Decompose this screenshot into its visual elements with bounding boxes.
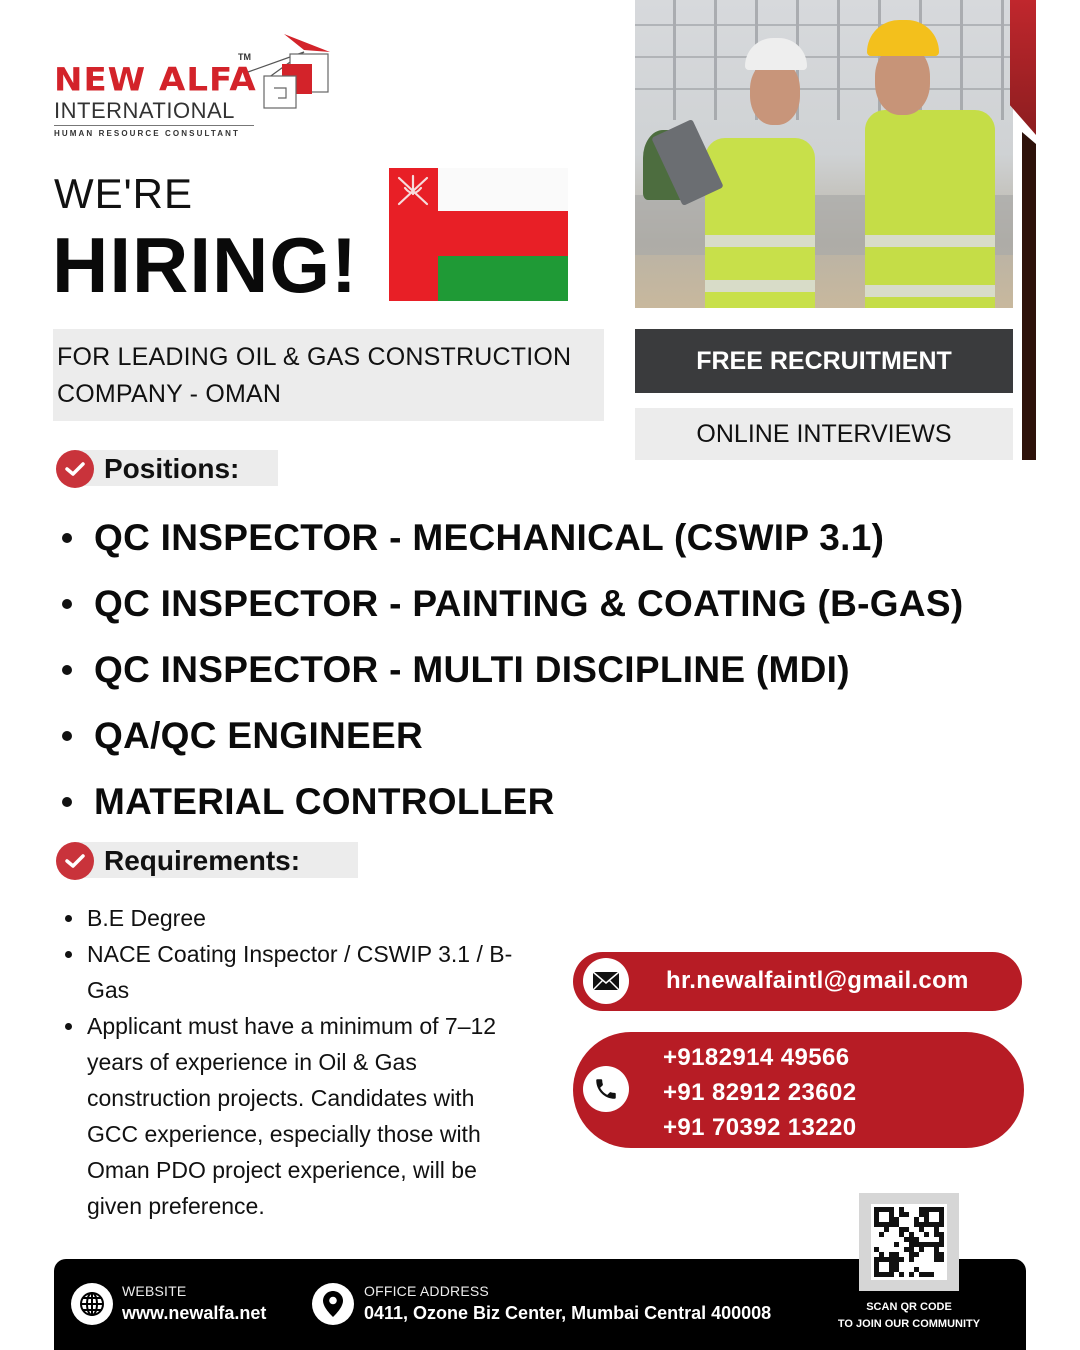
phone-contact [573,1032,1024,1148]
logo-tagline: HUMAN RESOURCE CONSULTANT [54,129,240,138]
positions-heading [56,450,239,488]
positions-list [62,505,963,835]
company-description [53,329,604,421]
headline-were: WE'RE [54,170,194,217]
office-address: 0411, Ozone Biz Center, Mumbai Central 400008 [364,1303,772,1323]
subtitle-line-2: COMPANY - OMAN [57,380,282,408]
oman-flag-icon [389,168,568,301]
requirement-item: Applicant must have a minimum of 7–12 years of experience in Oil & Gas construction projects. Candidates with GCC experience, especially those with Oman PDO project experience, will be given preference. [64,1008,534,1224]
position-item: QC INSPECTOR - MECHANICAL (CSWIP 3.1) [62,505,963,571]
location-pin-icon [312,1283,354,1325]
qr-code[interactable] [859,1193,959,1291]
phone-icon [583,1066,629,1112]
phone-numbers [663,1040,857,1145]
position-item: QC INSPECTOR - PAINTING & COATING (B-GAS) [62,571,963,637]
email-contact[interactable] [573,952,1022,1011]
qr-caption: SCAN QR CODE TO JOIN OUR COMMUNITY [837,1301,981,1330]
decorative-ribbon-bar [1022,132,1036,460]
online-interviews-badge: ONLINE INTERVIEWS [635,408,1013,460]
logo-divider [54,125,254,126]
positions-heading-label: Positions: [104,453,240,484]
position-item: QC INSPECTOR - MULTI DISCIPLINE (MDI) [62,637,963,703]
address-label: OFFICE ADDRESS [364,1283,489,1299]
free-recruitment-badge: FREE RECRUITMENT [635,329,1013,393]
envelope-icon [583,958,629,1004]
position-item: QA/QC ENGINEER [62,703,963,769]
phone-number-2[interactable]: +91 82912 23602 [663,1079,857,1106]
logo-subbrand-text: INTERNATIONAL [54,98,235,123]
position-item: MATERIAL CONTROLLER [62,769,963,835]
headline-hiring: HIRING! [52,221,358,309]
website-link[interactable]: www.newalfa.net [122,1303,267,1323]
email-address[interactable]: hr.newalfaintl@gmail.com [666,967,969,994]
company-logo [52,30,342,145]
website-label: WEBSITE [122,1283,187,1299]
requirements-heading-label: Requirements: [104,845,301,876]
check-circle-icon [56,450,94,488]
khanjar-emblem-icon [395,172,431,208]
decorative-ribbon [1010,0,1036,135]
requirement-item: NACE Coating Inspector / CSWIP 3.1 / B-Gas [64,936,534,1008]
phone-number-1[interactable]: +9182914 49566 [663,1044,850,1071]
check-circle-icon [56,842,94,880]
trademark-mark: TM [238,52,251,62]
construction-workers-photo [635,0,1013,308]
qr-code-pattern [871,1204,947,1280]
requirements-list [64,900,534,1224]
logo-brand-text: NEW ALFA [54,61,257,99]
globe-icon [71,1283,113,1325]
requirement-item: B.E Degree [64,900,534,936]
subtitle-line-1: FOR LEADING OIL & GAS CONSTRUCTION [57,343,572,371]
requirements-heading [56,842,300,880]
phone-number-3[interactable]: +91 70392 13220 [663,1114,857,1141]
paper-plane-logo-icon [244,30,334,120]
